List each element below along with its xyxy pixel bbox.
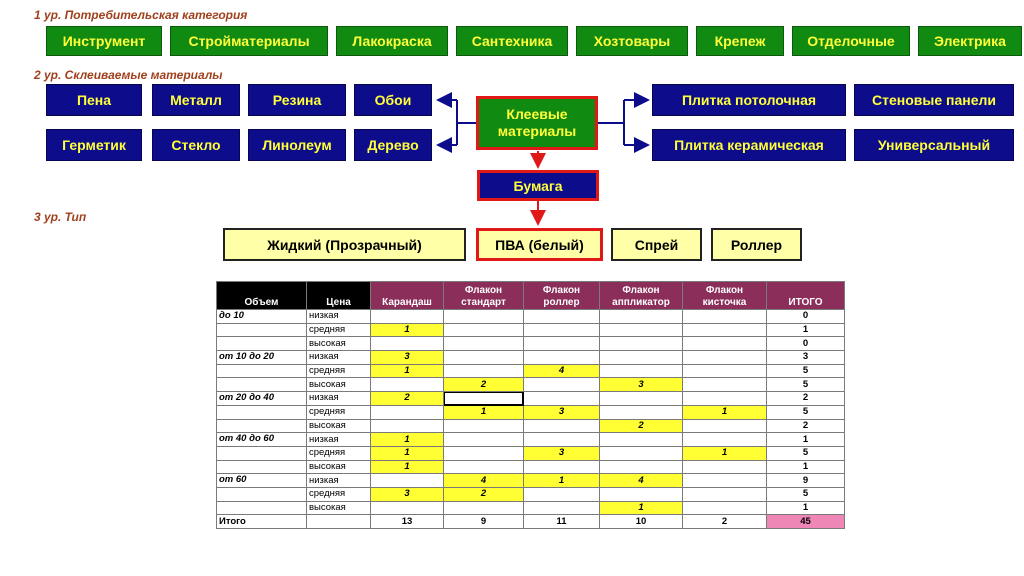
table-row — [217, 487, 845, 501]
value-cell[interactable]: 3 — [371, 487, 444, 501]
value-cell[interactable] — [683, 474, 767, 488]
value-cell[interactable] — [524, 351, 600, 365]
value-cell[interactable]: 2 — [444, 378, 524, 392]
value-cell[interactable] — [683, 487, 767, 501]
value-cell[interactable] — [600, 460, 683, 474]
header-total: ИТОГО — [767, 282, 845, 310]
header-col-5: Флакон кисточка — [683, 282, 767, 310]
category-stroymaterialy[interactable]: Стройматериалы — [170, 26, 328, 56]
price-cell: высокая — [307, 501, 371, 515]
row-total-cell: 9 — [767, 474, 845, 488]
value-cell[interactable] — [600, 405, 683, 419]
value-cell[interactable] — [524, 392, 600, 406]
volume-cell — [217, 378, 307, 392]
itogo-cell: 2 — [683, 515, 767, 529]
value-cell[interactable] — [524, 501, 600, 515]
material-plitka-keramicheskaya[interactable]: Плитка керамическая — [652, 129, 846, 161]
itogo-cell: 11 — [524, 515, 600, 529]
value-cell[interactable] — [600, 310, 683, 324]
itogo-cell: 9 — [444, 515, 524, 529]
value-cell[interactable] — [600, 433, 683, 447]
value-cell[interactable] — [444, 433, 524, 447]
value-cell[interactable] — [371, 337, 444, 351]
material-universalny[interactable]: Универсальный — [854, 129, 1014, 161]
price-cell: высокая — [307, 460, 371, 474]
type-pva[interactable]: ПВА (белый) — [476, 228, 603, 261]
volume-cell — [217, 460, 307, 474]
row-total-cell: 2 — [767, 392, 845, 406]
value-cell[interactable] — [371, 310, 444, 324]
level-3-label: 3 ур. Тип — [34, 210, 87, 224]
price-cell: средняя — [307, 364, 371, 378]
volume-cell: от 20 до 40 — [217, 392, 307, 406]
value-cell[interactable]: 1 — [371, 446, 444, 460]
table-row — [217, 474, 845, 488]
level-1-label: 1 ур. Потребительская категория — [34, 8, 248, 22]
value-cell[interactable] — [524, 460, 600, 474]
row-total-cell: 1 — [767, 460, 845, 474]
material-oboi[interactable]: Обои — [354, 84, 432, 116]
price-cell: низкая — [307, 474, 371, 488]
value-cell[interactable]: 4 — [524, 364, 600, 378]
volume-cell — [217, 323, 307, 337]
value-cell[interactable]: 1 — [371, 323, 444, 337]
assortment-table — [216, 281, 845, 529]
price-cell: средняя — [307, 405, 371, 419]
row-total-cell: 5 — [767, 364, 845, 378]
volume-cell: от 40 до 60 — [217, 433, 307, 447]
value-cell[interactable]: 2 — [371, 392, 444, 406]
type-spray[interactable]: Спрей — [611, 228, 702, 261]
table-row — [217, 337, 845, 351]
category-otdelochnye[interactable]: Отделочные — [792, 26, 910, 56]
value-cell[interactable] — [683, 501, 767, 515]
volume-cell: до 10 — [217, 310, 307, 324]
row-total-cell: 1 — [767, 433, 845, 447]
value-cell[interactable] — [524, 419, 600, 433]
volume-cell: от 10 до 20 — [217, 351, 307, 365]
row-total-cell: 1 — [767, 501, 845, 515]
row-total-cell: 3 — [767, 351, 845, 365]
price-cell: средняя — [307, 487, 371, 501]
value-cell[interactable] — [600, 337, 683, 351]
value-cell[interactable] — [444, 351, 524, 365]
material-germetik[interactable]: Герметик — [46, 129, 142, 161]
value-cell[interactable] — [683, 364, 767, 378]
right-connector — [598, 100, 648, 145]
volume-cell — [217, 446, 307, 460]
value-cell[interactable]: 2 — [444, 487, 524, 501]
row-total-cell: 1 — [767, 323, 845, 337]
value-cell[interactable]: 3 — [524, 405, 600, 419]
value-cell[interactable] — [600, 487, 683, 501]
value-cell[interactable] — [600, 323, 683, 337]
value-cell[interactable]: 3 — [600, 378, 683, 392]
table-row — [217, 323, 845, 337]
material-plitka-potolochnaya[interactable]: Плитка потолочная — [652, 84, 846, 116]
volume-cell — [217, 405, 307, 419]
value-cell[interactable] — [371, 419, 444, 433]
value-cell[interactable] — [524, 323, 600, 337]
value-cell[interactable] — [683, 351, 767, 365]
value-cell[interactable] — [444, 364, 524, 378]
value-cell[interactable] — [600, 392, 683, 406]
type-roller[interactable]: Роллер — [711, 228, 802, 261]
row-total-cell: 0 — [767, 310, 845, 324]
row-total-cell: 2 — [767, 419, 845, 433]
price-cell: средняя — [307, 323, 371, 337]
header-col-2: Флакон стандарт — [444, 282, 524, 310]
value-cell[interactable] — [600, 351, 683, 365]
value-cell[interactable]: 4 — [444, 474, 524, 488]
price-cell: низкая — [307, 392, 371, 406]
grand-total-cell: 45 — [767, 515, 845, 529]
volume-cell — [217, 419, 307, 433]
value-cell[interactable] — [444, 460, 524, 474]
price-cell: высокая — [307, 337, 371, 351]
row-total-cell: 5 — [767, 487, 845, 501]
value-cell[interactable] — [444, 323, 524, 337]
price-cell: высокая — [307, 419, 371, 433]
value-cell[interactable] — [444, 337, 524, 351]
material-rezina[interactable]: Резина — [248, 84, 346, 116]
header-col-3: Флакон роллер — [524, 282, 600, 310]
value-cell[interactable] — [524, 310, 600, 324]
category-hoztovary[interactable]: Хозтовары — [576, 26, 688, 56]
value-cell[interactable]: 1 — [683, 446, 767, 460]
itogo-empty — [307, 515, 371, 529]
row-total-cell: 5 — [767, 446, 845, 460]
value-cell[interactable]: 1 — [371, 460, 444, 474]
level-2-label: 2 ур. Склеиваемые материалы — [34, 68, 223, 82]
table-row — [217, 351, 845, 365]
value-cell[interactable] — [444, 419, 524, 433]
itogo-cell: 10 — [600, 515, 683, 529]
volume-cell: от 60 — [217, 474, 307, 488]
row-total-cell: 0 — [767, 337, 845, 351]
material-metall[interactable]: Металл — [152, 84, 240, 116]
category-santehnika[interactable]: Сантехника — [456, 26, 568, 56]
value-cell[interactable] — [371, 474, 444, 488]
value-cell[interactable] — [683, 323, 767, 337]
table-row — [217, 310, 845, 324]
material-pena[interactable]: Пена — [46, 84, 142, 116]
row-total-cell: 5 — [767, 378, 845, 392]
table-row — [217, 364, 845, 378]
value-cell[interactable]: 1 — [371, 364, 444, 378]
row-total-cell: 5 — [767, 405, 845, 419]
value-cell[interactable]: 1 — [683, 405, 767, 419]
price-cell: низкая — [307, 310, 371, 324]
value-cell[interactable]: 4 — [600, 474, 683, 488]
left-connector — [438, 100, 476, 145]
itogo-row — [217, 515, 845, 529]
value-cell[interactable] — [444, 392, 524, 406]
table-row — [217, 419, 845, 433]
price-cell: низкая — [307, 351, 371, 365]
category-krepezh[interactable]: Крепеж — [696, 26, 784, 56]
material-steklo[interactable]: Стекло — [152, 129, 240, 161]
table-row — [217, 433, 845, 447]
value-cell[interactable] — [371, 405, 444, 419]
value-cell[interactable]: 3 — [371, 351, 444, 365]
value-cell[interactable]: 2 — [600, 419, 683, 433]
header-col-4: Флакон аппликатор — [600, 282, 683, 310]
value-cell[interactable] — [524, 487, 600, 501]
glue-materials-box[interactable]: Клеевые материалы — [476, 96, 598, 150]
itogo-cell: 13 — [371, 515, 444, 529]
price-cell: высокая — [307, 378, 371, 392]
value-cell[interactable] — [371, 501, 444, 515]
material-derevo[interactable]: Дерево — [354, 129, 432, 161]
value-cell[interactable] — [444, 310, 524, 324]
value-cell[interactable]: 1 — [524, 474, 600, 488]
volume-cell — [217, 501, 307, 515]
price-cell: низкая — [307, 433, 371, 447]
volume-cell — [217, 487, 307, 501]
value-cell[interactable] — [524, 378, 600, 392]
value-cell[interactable] — [683, 392, 767, 406]
volume-cell — [217, 364, 307, 378]
value-cell[interactable] — [444, 446, 524, 460]
value-cell[interactable] — [683, 433, 767, 447]
material-stenovye-paneli[interactable]: Стеновые панели — [854, 84, 1014, 116]
table-row — [217, 460, 845, 474]
value-cell[interactable] — [600, 446, 683, 460]
table-row — [217, 446, 845, 460]
value-cell[interactable] — [524, 337, 600, 351]
value-cell[interactable] — [600, 364, 683, 378]
value-cell[interactable]: 1 — [371, 433, 444, 447]
header-col-1: Карандаш — [371, 282, 444, 310]
category-instrument[interactable]: Инструмент — [46, 26, 162, 56]
category-lakokraska[interactable]: Лакокраска — [336, 26, 448, 56]
value-cell[interactable] — [444, 501, 524, 515]
table-row — [217, 392, 845, 406]
table-row — [217, 378, 845, 392]
itogo-label: Итого — [217, 515, 307, 529]
header-volume: Объем — [217, 282, 307, 310]
category-elektrika[interactable]: Электрика — [918, 26, 1022, 56]
value-cell[interactable] — [683, 419, 767, 433]
value-cell[interactable] — [683, 310, 767, 324]
value-cell[interactable]: 3 — [524, 446, 600, 460]
table-row — [217, 405, 845, 419]
value-cell[interactable]: 1 — [600, 501, 683, 515]
value-cell[interactable] — [683, 337, 767, 351]
value-cell[interactable] — [683, 460, 767, 474]
price-cell: средняя — [307, 446, 371, 460]
material-linoleum[interactable]: Линолеум — [248, 129, 346, 161]
paper-box[interactable]: Бумага — [477, 170, 599, 201]
type-liquid[interactable]: Жидкий (Прозрачный) — [223, 228, 466, 261]
table-row — [217, 501, 845, 515]
value-cell[interactable] — [683, 378, 767, 392]
header-price: Цена — [307, 282, 371, 310]
value-cell[interactable]: 1 — [444, 405, 524, 419]
value-cell[interactable] — [371, 378, 444, 392]
value-cell[interactable] — [524, 433, 600, 447]
volume-cell — [217, 337, 307, 351]
